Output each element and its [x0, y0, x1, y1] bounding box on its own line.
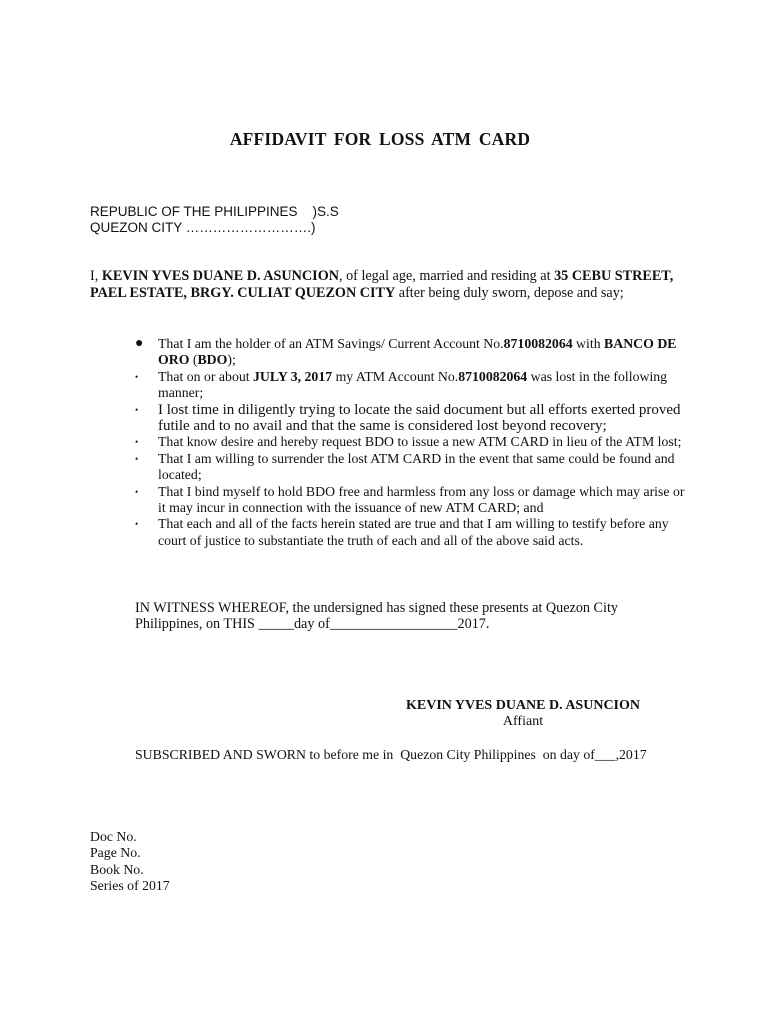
notary-register-block [90, 829, 170, 894]
bullet-icon: • [135, 486, 139, 497]
bank-abbreviation: BDO [197, 352, 228, 368]
affiant-signature-block [405, 698, 641, 730]
clause-text: That I bind myself to hold BDO free and harmless from any loss or damage which may arise or it may incur in connection with the issuance of new ATM CARD; and [158, 483, 685, 516]
clause-text: my ATM Account No. [332, 368, 459, 384]
book-number-label: Book No. [90, 861, 144, 877]
residence-address: 35 CEBU STREET, PAEL ESTATE, BRGY. CULIAT QUEZON CITY [90, 268, 674, 301]
account-number: 8710082064 [503, 336, 573, 351]
bank-name: BANCO DE ORO [158, 336, 677, 368]
bullet-icon: ● [135, 336, 144, 351]
clause-text: That on or about [158, 368, 254, 384]
clause-request-new-card [135, 434, 695, 450]
clause-truth-statement [135, 516, 695, 549]
clause-account-holder [135, 336, 695, 369]
loss-date: JULY 3, 2017 [253, 368, 333, 384]
intro-mid: , of legal age, married and residing at [338, 268, 555, 284]
doc-number-label: Doc No. [90, 829, 137, 844]
bullet-icon: • [135, 371, 139, 382]
bullet-icon: • [135, 453, 139, 464]
clause-text: with [572, 336, 605, 351]
bullet-icon: • [135, 404, 139, 415]
clause-surrender-card [135, 451, 695, 484]
series-label: Series of 2017 [90, 877, 170, 893]
intro-paragraph [90, 268, 690, 302]
bullet-icon: • [135, 519, 139, 530]
clause-text: That know desire and hereby request BDO to issue a new ATM CARD in lieu of the ATM lost; [158, 434, 682, 450]
document-title: AFFIDAVIT FOR LOSS ATM CARD [229, 129, 531, 149]
clause-text: That I am the holder of an ATM Savings/ Current Account No. [158, 336, 504, 351]
affiant-name: KEVIN YVES DUANE D. ASUNCION [405, 698, 640, 713]
affiant-label: Affiant [502, 714, 544, 729]
clause-search-efforts [135, 402, 695, 435]
venue-republic-line: REPUBLIC OF THE PHILIPPINES )S.S [90, 204, 339, 219]
clause-text: That I am willing to surrender the lost ATM CARD in the event that same could be found and located; [158, 450, 675, 483]
clauses-list [135, 336, 695, 549]
clause-text: I lost time in diligently trying to locate the said document but all efforts exerted proved futile and to no avail and that the same is considered lost beyond recovery; [158, 401, 681, 435]
clause-text: ); [227, 352, 236, 368]
clause-text: That each and all of the facts herein stated are true and that I am willing to testify before any court of justice to substantiate the truth of each and all of the above said acts. [158, 516, 669, 548]
venue-city-line: QUEZON CITY ……………………….) [90, 220, 316, 235]
page-number-label: Page No. [90, 845, 141, 861]
affiant-name-inline: KEVIN YVES DUANE D. ASUNCION [101, 268, 339, 284]
clause-text: ( [189, 352, 198, 368]
account-number: 8710082064 [458, 368, 528, 384]
witness-paragraph: IN WITNESS WHEREOF, the undersigned has signed these presents at Quezon City Philippines, on THIS _____day of__________________2017. [135, 600, 618, 632]
clause-hold-harmless [135, 484, 695, 517]
clause-text: was lost in the following manner; [158, 368, 668, 401]
intro-prefix: I, [90, 268, 102, 284]
intro-suffix: after being duly sworn, depose and say; [395, 285, 624, 301]
bullet-icon: • [135, 437, 139, 448]
venue-block [90, 204, 339, 236]
jurat-line: SUBSCRIBED AND SWORN to before me in Quezon City Philippines on day of___,2017 [135, 747, 647, 762]
clause-loss-date [135, 369, 695, 402]
